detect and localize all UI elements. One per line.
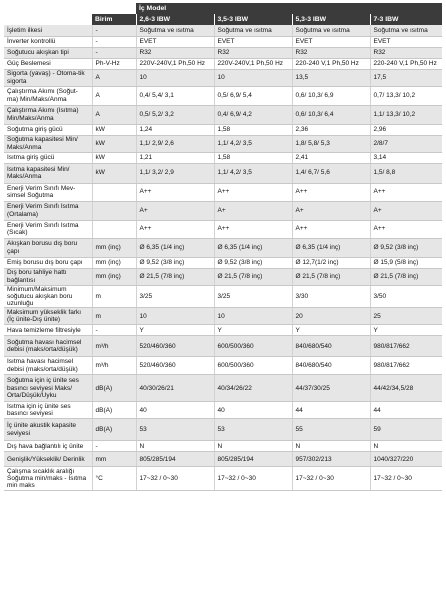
- row-value: 0,4/ 6,9/ 4,2: [214, 105, 292, 124]
- row-unit: kW: [92, 152, 136, 163]
- table-body: [4, 25, 442, 491]
- row-value: 17~32 / 0~30: [214, 467, 292, 491]
- row-value: Y: [136, 325, 214, 336]
- row-value: 1,24: [136, 124, 214, 135]
- row-value: N: [214, 441, 292, 452]
- row-label: İç ünite akustik kapasite seviyesi: [4, 419, 92, 441]
- row-value: 2/8/7: [370, 135, 442, 152]
- table-row: [4, 135, 442, 152]
- row-unit: [92, 220, 136, 238]
- row-unit: m³/h: [92, 336, 136, 357]
- spec-sheet: [4, 3, 442, 491]
- table-row: [4, 357, 442, 375]
- row-label: Isıtma giriş gücü: [4, 152, 92, 163]
- row-value: A++: [370, 220, 442, 238]
- row-value: Soğutma ve ısıtma: [370, 25, 442, 36]
- row-label: Çalışma sıcaklık aralığı Soğutma min/maks - Isıtma min maks: [4, 467, 92, 491]
- row-value: Y: [370, 325, 442, 336]
- row-value: 53: [136, 419, 214, 441]
- row-value: A++: [214, 183, 292, 201]
- row-value: N: [136, 441, 214, 452]
- row-unit: kW: [92, 163, 136, 183]
- row-unit: m: [92, 285, 136, 308]
- row-value: Y: [214, 325, 292, 336]
- row-value: 805/285/194: [214, 452, 292, 467]
- table-row: [4, 201, 442, 220]
- row-label: Soğutucu akışkan tipi: [4, 47, 92, 58]
- row-label: İnverter kontrollü: [4, 36, 92, 47]
- row-unit: [92, 183, 136, 201]
- row-value: A+: [370, 201, 442, 220]
- row-label: Maksimum yükseklik farkı (İç ünite-Dış ünite): [4, 308, 92, 325]
- row-value: 840/680/540: [292, 336, 370, 357]
- row-value: 1,8/ 5,8/ 5,3: [292, 135, 370, 152]
- row-value: 40: [136, 402, 214, 419]
- row-value: 13,5: [292, 69, 370, 86]
- row-unit: -: [92, 441, 136, 452]
- row-value: 980/817/662: [370, 336, 442, 357]
- row-value: 2,36: [292, 124, 370, 135]
- row-label: Çalıştırma Akımı (Soğut-ma) Min/Maks/Anma: [4, 86, 92, 105]
- row-value: 17~32 / 0~30: [370, 467, 442, 491]
- table-row: [4, 124, 442, 135]
- row-value: Ø 15,9 (5/8 inç): [370, 257, 442, 268]
- row-value: Ø 9,52 (3/8 inç): [370, 238, 442, 257]
- row-value: Ø 9,52 (3/8 inç): [136, 257, 214, 268]
- table-row: [4, 36, 442, 47]
- row-value: 17~32 / 0~30: [292, 467, 370, 491]
- row-unit: dB(A): [92, 419, 136, 441]
- row-value: 10: [214, 308, 292, 325]
- column-header-model: 2,6-3 IBW: [136, 14, 214, 25]
- row-value: 0,5/ 6,9/ 5,4: [214, 86, 292, 105]
- row-value: 40/34/26/22: [214, 375, 292, 402]
- row-value: 1,58: [214, 152, 292, 163]
- row-value: 220-240 V,1 Ph,50 Hz: [370, 58, 442, 69]
- row-value: Soğutma ve ısıtma: [136, 25, 214, 36]
- table-row: [4, 402, 442, 419]
- row-value: 957/302/213: [292, 452, 370, 467]
- row-value: 3,14: [370, 152, 442, 163]
- row-value: 44: [292, 402, 370, 419]
- row-label: Çalıştırma Akımı (Isıtma) Min/Maks/Anma: [4, 105, 92, 124]
- column-header-model: 3,5-3 IBW: [214, 14, 292, 25]
- table-row: [4, 183, 442, 201]
- table-row: [4, 25, 442, 36]
- row-value: A++: [292, 220, 370, 238]
- row-value: N: [370, 441, 442, 452]
- row-value: Ø 6,35 (1/4 inç): [214, 238, 292, 257]
- row-value: 17,5: [370, 69, 442, 86]
- row-unit: m: [92, 308, 136, 325]
- row-label: Isıtma havası hacimsel debisi (maks/orta/düşük): [4, 357, 92, 375]
- row-value: 3/50: [370, 285, 442, 308]
- row-unit: kW: [92, 124, 136, 135]
- row-unit: dB(A): [92, 375, 136, 402]
- row-value: Y: [292, 325, 370, 336]
- column-header-unit: Birim: [92, 14, 136, 25]
- row-value: Ø 21,5 (7/8 inç): [214, 268, 292, 285]
- row-value: 1,1/ 2,9/ 2,6: [136, 135, 214, 152]
- row-value: 0,5/ 5,2/ 3,2: [136, 105, 214, 124]
- row-value: 55: [292, 419, 370, 441]
- row-value: Soğutma ve ısıtma: [292, 25, 370, 36]
- row-value: N: [292, 441, 370, 452]
- row-value: A++: [214, 220, 292, 238]
- table-row: [4, 152, 442, 163]
- row-value: 1,4/ 6,7/ 5,6: [292, 163, 370, 183]
- row-unit: -: [92, 36, 136, 47]
- row-label: Isıtma için iç ünite ses basıncı seviyesi: [4, 402, 92, 419]
- row-value: 17~32 / 0~30: [136, 467, 214, 491]
- row-value: 1040/327/220: [370, 452, 442, 467]
- row-value: A++: [292, 183, 370, 201]
- row-value: 3/25: [136, 285, 214, 308]
- row-label: Sigorta (yavaş) - Otoma-tik sigorta: [4, 69, 92, 86]
- row-label: Soğutma giriş gücü: [4, 124, 92, 135]
- table-row: [4, 452, 442, 467]
- row-value: A+: [292, 201, 370, 220]
- row-value: A++: [136, 183, 214, 201]
- row-unit: A: [92, 105, 136, 124]
- row-value: R32: [370, 47, 442, 58]
- row-value: Ø 21,5 (7/8 inç): [292, 268, 370, 285]
- table-row: [4, 58, 442, 69]
- row-unit: mm (inç): [92, 238, 136, 257]
- row-value: 44/37/30/25: [292, 375, 370, 402]
- row-unit: °C: [92, 467, 136, 491]
- row-value: 20: [292, 308, 370, 325]
- row-value: 2,96: [370, 124, 442, 135]
- row-label: Akışkan borusu dış boru çapı: [4, 238, 92, 257]
- row-value: 600/500/360: [214, 336, 292, 357]
- row-label: İşletim ilkesi: [4, 25, 92, 36]
- table-row: [4, 238, 442, 257]
- row-unit: A: [92, 86, 136, 105]
- table-row: [4, 69, 442, 86]
- row-value: A+: [214, 201, 292, 220]
- row-label: Hava temizleme filtresiyle: [4, 325, 92, 336]
- row-value: 840/680/540: [292, 357, 370, 375]
- row-value: 0,6/ 10,3/ 6,4: [292, 105, 370, 124]
- row-label: Soğutma kapasitesi Min/ Maks/Anma: [4, 135, 92, 152]
- row-label: Güç Beslemesi: [4, 58, 92, 69]
- table-row: [4, 163, 442, 183]
- row-value: Ø 6,35 (1/4 inç): [136, 238, 214, 257]
- table-row: [4, 336, 442, 357]
- row-value: 10: [136, 69, 214, 86]
- table-row: [4, 308, 442, 325]
- row-value: 3/30: [292, 285, 370, 308]
- table-row: [4, 325, 442, 336]
- row-value: Ø 6,35 (1/4 inç): [292, 238, 370, 257]
- row-value: 10: [136, 308, 214, 325]
- row-value: 40: [214, 402, 292, 419]
- table-row: [4, 419, 442, 441]
- table-row: [4, 257, 442, 268]
- row-value: 59: [370, 419, 442, 441]
- row-value: R32: [214, 47, 292, 58]
- group-header: İç Model: [136, 3, 442, 14]
- row-value: 1,58: [214, 124, 292, 135]
- row-value: 220V-240V,1 Ph,50 Hz: [136, 58, 214, 69]
- row-unit: mm: [92, 452, 136, 467]
- row-value: 44/42/34,5/28: [370, 375, 442, 402]
- row-value: 1,1/ 13,3/ 10,2: [370, 105, 442, 124]
- table-row: [4, 105, 442, 124]
- row-label: Isıtma kapasitesi Min/ Maks/Anma: [4, 163, 92, 183]
- row-value: 1,21: [136, 152, 214, 163]
- row-unit: mm (inç): [92, 257, 136, 268]
- row-label: Enerji Verim Sınıfı Isıtma (Sıcak): [4, 220, 92, 238]
- row-unit: A: [92, 69, 136, 86]
- row-value: 2,41: [292, 152, 370, 163]
- row-value: 1,1/ 3,2/ 2,9: [136, 163, 214, 183]
- row-unit: kW: [92, 135, 136, 152]
- table-header: [4, 3, 442, 25]
- row-value: Ø 9,52 (3/8 inç): [214, 257, 292, 268]
- row-value: 0,7/ 13,3/ 10,2: [370, 86, 442, 105]
- row-value: 25: [370, 308, 442, 325]
- row-value: R32: [136, 47, 214, 58]
- row-value: 520/460/360: [136, 357, 214, 375]
- row-value: 40/30/26/21: [136, 375, 214, 402]
- row-unit: [92, 201, 136, 220]
- row-value: A++: [136, 220, 214, 238]
- spec-table: [4, 3, 442, 491]
- row-value: EVET: [214, 36, 292, 47]
- row-value: A+: [136, 201, 214, 220]
- row-unit: mm (inç): [92, 268, 136, 285]
- row-value: EVET: [136, 36, 214, 47]
- table-row: [4, 441, 442, 452]
- row-label: Enerji Verim Sınıfı Isıtma (Ortalama): [4, 201, 92, 220]
- row-value: 600/500/360: [214, 357, 292, 375]
- row-label: Minimum/Maksimum soğutucu akışkan boru uzunluğu: [4, 285, 92, 308]
- row-unit: -: [92, 25, 136, 36]
- row-value: Ø 12,7(1/2 inç): [292, 257, 370, 268]
- row-value: 44: [370, 402, 442, 419]
- table-row: [4, 285, 442, 308]
- row-value: 3/25: [214, 285, 292, 308]
- row-value: EVET: [370, 36, 442, 47]
- row-value: EVET: [292, 36, 370, 47]
- row-value: 520/460/360: [136, 336, 214, 357]
- column-header-model: 7-3 IBW: [370, 14, 442, 25]
- table-row: [4, 86, 442, 105]
- row-unit: Ph-V-Hz: [92, 58, 136, 69]
- row-value: A++: [370, 183, 442, 201]
- row-value: 980/817/662: [370, 357, 442, 375]
- row-label: Enerji Verim Sınıfı Mev-simsel Soğutma: [4, 183, 92, 201]
- table-row: [4, 467, 442, 491]
- row-value: 1,1/ 4,2/ 3,5: [214, 163, 292, 183]
- row-value: 805/285/194: [136, 452, 214, 467]
- table-row: [4, 47, 442, 58]
- row-value: 1,1/ 4,2/ 3,5: [214, 135, 292, 152]
- row-label: Soğutma havası hacimsel debisi (maks/orta/düşük): [4, 336, 92, 357]
- row-value: 1,5/ 8,8: [370, 163, 442, 183]
- row-label: Genişlik/Yükseklik/ Derinlik: [4, 452, 92, 467]
- row-value: 0,4/ 5,4/ 3,1: [136, 86, 214, 105]
- row-label: Dış boru tahliye hattı bağlantısı: [4, 268, 92, 285]
- row-value: Ø 21,5 (7/8 inç): [136, 268, 214, 285]
- row-label: Soğutma için iç ünite ses basıncı seviyesi Maks/ Orta/Düşük/Uyku: [4, 375, 92, 402]
- row-value: 0,6/ 10,3/ 6,9: [292, 86, 370, 105]
- row-unit: -: [92, 325, 136, 336]
- row-value: Ø 21,5 (7/8 inç): [370, 268, 442, 285]
- row-value: R32: [292, 47, 370, 58]
- row-label: Emiş borusu dış boru çapı: [4, 257, 92, 268]
- row-label: Dış hava bağlantılı iç ünite: [4, 441, 92, 452]
- row-value: 220-240 V,1 Ph,50 Hz: [292, 58, 370, 69]
- column-header-model: 5,3-3 IBW: [292, 14, 370, 25]
- row-value: 53: [214, 419, 292, 441]
- row-value: 220V-240V,1 Ph,50 Hz: [214, 58, 292, 69]
- row-value: Soğutma ve ısıtma: [214, 25, 292, 36]
- table-row: [4, 268, 442, 285]
- table-row: [4, 220, 442, 238]
- row-unit: -: [92, 47, 136, 58]
- row-unit: dB(A): [92, 402, 136, 419]
- row-unit: m³/h: [92, 357, 136, 375]
- table-row: [4, 375, 442, 402]
- row-value: 10: [214, 69, 292, 86]
